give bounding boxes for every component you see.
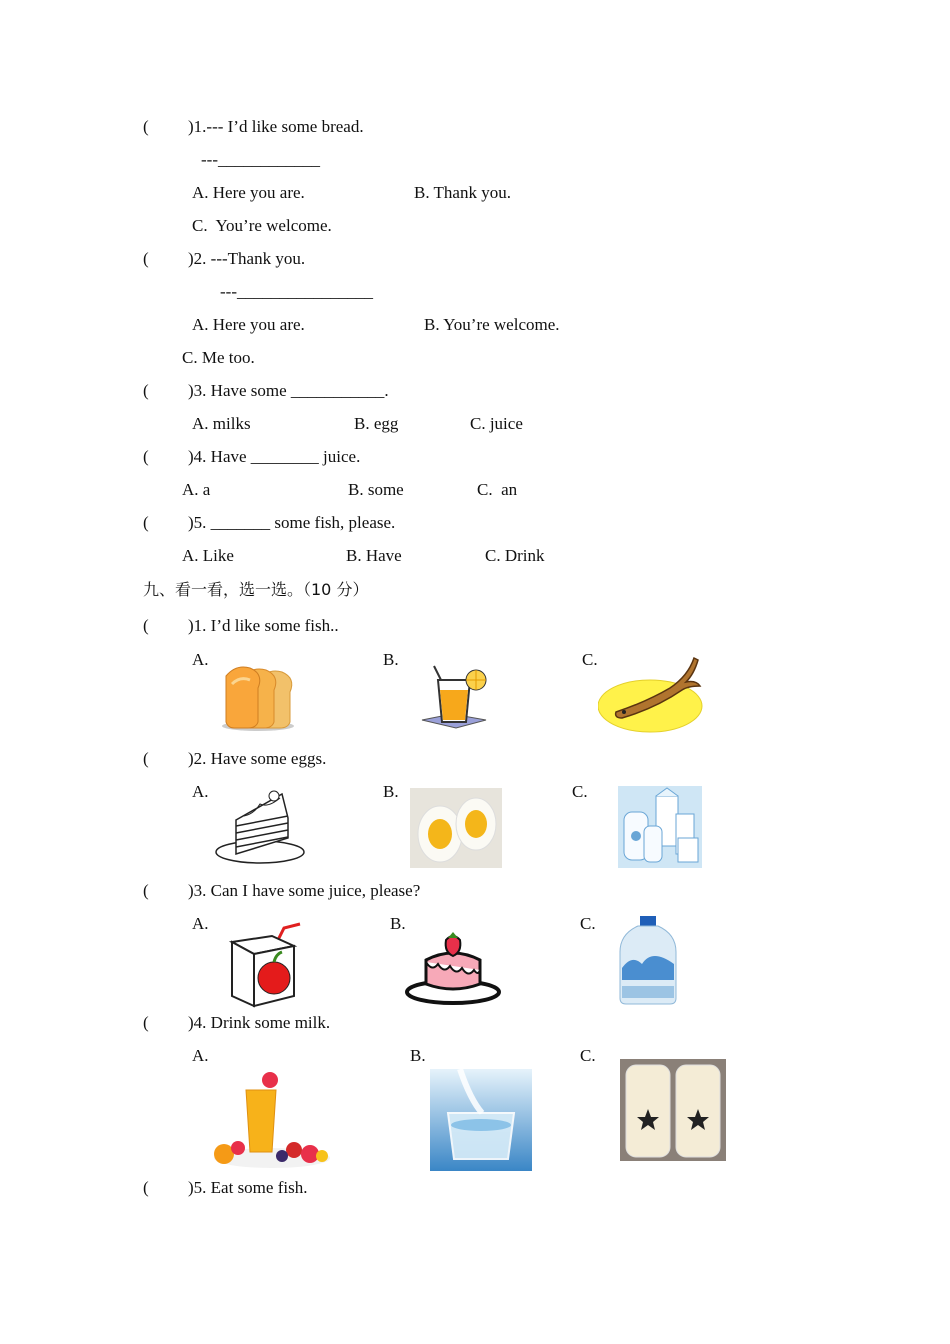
milk-cartons-photo[interactable] xyxy=(618,786,702,868)
cake-icon[interactable] xyxy=(404,926,502,1006)
water-glass-photo[interactable] xyxy=(430,1069,532,1171)
question-stem: )1.--- I’d like some bread. xyxy=(188,117,364,136)
question-stem: )1. I’d like some fish.. xyxy=(188,616,339,635)
bread-icon[interactable] xyxy=(218,660,302,732)
question-stem: )5. Eat some fish. xyxy=(188,1178,308,1197)
juice-glass-icon[interactable] xyxy=(420,664,490,730)
answer-paren[interactable]: ( xyxy=(143,1013,149,1032)
question-stem: )5. _______ some fish, please. xyxy=(188,513,396,532)
option-b-label[interactable]: B. xyxy=(390,914,406,933)
option-c[interactable]: C. juice xyxy=(470,414,523,433)
answer-paren[interactable]: ( xyxy=(143,513,149,532)
question-stem: )2. ---Thank you. xyxy=(188,249,306,268)
question-stem: )4. Have ________ juice. xyxy=(188,447,361,466)
option-a[interactable]: A. Like xyxy=(182,546,234,565)
option-b[interactable]: B. Have xyxy=(346,546,402,565)
option-c[interactable]: C. an xyxy=(477,480,518,499)
question-stem: )3. Have some ___________. xyxy=(188,381,389,400)
option-a-label[interactable]: A. xyxy=(192,914,209,933)
answer-paren[interactable]: ( xyxy=(143,381,149,400)
answer-paren[interactable]: ( xyxy=(143,249,149,268)
option-b[interactable]: B. You’re welcome. xyxy=(424,315,560,334)
option-a[interactable]: A. Here you are. xyxy=(192,315,305,334)
option-a-label[interactable]: A. xyxy=(192,1046,209,1065)
answer-paren[interactable]: ( xyxy=(143,1178,149,1197)
option-a-label[interactable]: A. xyxy=(192,650,209,669)
milk-bottles-photo[interactable] xyxy=(620,1059,726,1161)
cake-slice-icon[interactable] xyxy=(214,786,306,866)
option-a-label[interactable]: A. xyxy=(192,782,209,801)
option-c-label[interactable]: C. xyxy=(580,914,596,933)
boiled-egg-photo[interactable] xyxy=(410,788,502,868)
answer-paren[interactable]: ( xyxy=(143,117,149,136)
option-c-label[interactable]: C. xyxy=(572,782,588,801)
juice-box-icon[interactable] xyxy=(226,922,306,1008)
answer-paren[interactable]: ( xyxy=(143,616,149,635)
option-b-label[interactable]: B. xyxy=(383,650,399,669)
option-a[interactable]: A. a xyxy=(182,480,211,499)
fish-plate-icon[interactable] xyxy=(598,652,704,734)
option-b-label[interactable]: B. xyxy=(383,782,399,801)
option-b[interactable]: B. egg xyxy=(354,414,399,433)
question-stem: )4. Drink some milk. xyxy=(188,1013,331,1032)
option-b[interactable]: B. Thank you. xyxy=(414,183,511,202)
answer-paren[interactable]: ( xyxy=(143,749,149,768)
option-c-label[interactable]: C. xyxy=(582,650,598,669)
option-b[interactable]: B. some xyxy=(348,480,404,499)
option-b-label[interactable]: B. xyxy=(410,1046,426,1065)
option-c[interactable]: C. Drink xyxy=(485,546,545,565)
option-c[interactable]: C. Me too. xyxy=(182,348,255,367)
answer-line: ---________________ xyxy=(220,282,373,301)
option-a[interactable]: A. milks xyxy=(192,414,251,433)
option-c[interactable]: C. You’re welcome. xyxy=(192,216,332,235)
option-c-label[interactable]: C. xyxy=(580,1046,596,1065)
option-a[interactable]: A. Here you are. xyxy=(192,183,305,202)
orange-juice-photo[interactable] xyxy=(212,1066,334,1170)
answer-paren[interactable]: ( xyxy=(143,881,149,900)
question-stem: )3. Can I have some juice, please? xyxy=(188,881,421,900)
question-stem: )2. Have some eggs. xyxy=(188,749,327,768)
answer-paren[interactable]: ( xyxy=(143,447,149,466)
section-heading: 九、看一看，选一选。（10 分） xyxy=(143,580,369,599)
water-bottle-photo[interactable] xyxy=(618,916,678,1006)
answer-line: ---____________ xyxy=(201,150,320,169)
